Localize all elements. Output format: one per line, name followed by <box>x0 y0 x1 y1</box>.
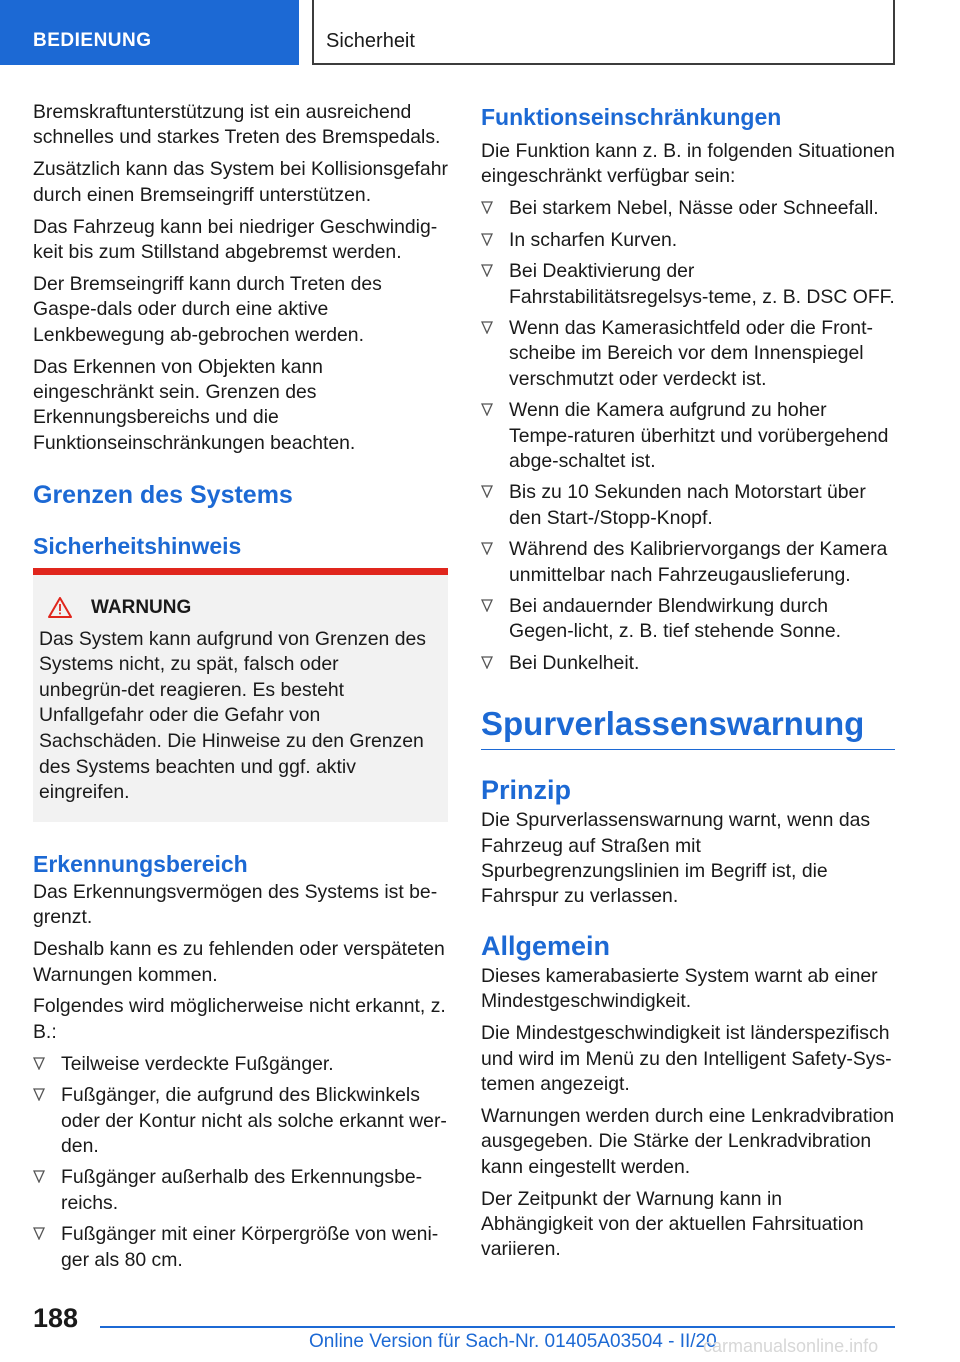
funktion-intro: Die Funktion kann z. B. in folgenden Situationen eingeschränkt verfügbar sein: <box>481 140 895 188</box>
erkennung-list <box>33 1052 448 1273</box>
intro-paragraph: Das Erkennen von Objekten kann eingeschränkt sein. Grenzen des Erkennungsbereichs und die Funktionseinschränkungen beachten. <box>33 355 356 454</box>
heading-grenzen: Grenzen des Systems <box>33 481 293 510</box>
list-item-text: Während des Kalibriervorgangs der Kamera unmittelbar nach Fahrzeugauslieferung. <box>509 538 888 586</box>
triangle-bullet-icon <box>33 1057 45 1070</box>
warning-box <box>33 568 448 822</box>
triangle-bullet-icon <box>33 1088 45 1101</box>
list-item-text: Teilweise verdeckte Fußgänger. <box>61 1052 334 1075</box>
list-item-text: Fußgänger, die aufgrund des Blickwinkels oder der Kontur nicht als solche erkannt wer‐den. <box>61 1084 447 1157</box>
intro-paragraph: Zusätzlich kann das System bei Kollisionsgefahr durch einen Bremseingriff unterstützen. <box>33 158 448 206</box>
list-item-text: Bis zu 10 Sekunden nach Motorstart über den Start-/Stopp-Knopf. <box>509 481 866 529</box>
erkennung-paragraph: Deshalb kann es zu fehlenden oder verspäteten Warnungen kommen. <box>33 938 445 986</box>
warning-label: WARNUNG <box>91 597 192 619</box>
heading-spurverlassenswarnung: Spurverlassenswarnung <box>481 704 895 750</box>
intro-paragraph: Bremskraftunterstützung ist ein ausreichend schnelles und starkes Treten des Bremspedals. <box>33 101 441 149</box>
intro-paragraph: Das Fahrzeug kann bei niedriger Geschwindig‐keit bis zum Stillstand abgebremst werden. <box>33 215 438 264</box>
intro-paragraph: Der Bremseingriff kann durch Treten des Gaspe‐dals oder durch eine aktive Lenkbewegung ab‐gebrochen werden. <box>33 272 382 346</box>
list-item-text: Fußgänger außerhalb des Erkennungsbe‐reichs. <box>61 1166 423 1214</box>
list-item <box>481 228 895 253</box>
allgemein-paragraph: Warnungen werden durch eine Lenkradvibration ausgegeben. Die Stärke der Lenkradvibration kann eingestellt werden. <box>481 1104 895 1178</box>
list-item-text: In scharfen Kurven. <box>509 228 678 251</box>
section-tab: BEDIENUNG <box>0 0 299 65</box>
list-item <box>33 1052 448 1077</box>
allgemein-paragraph: Die Mindestgeschwindigkeit ist länderspezifisch und wird im Menü zu den Intelligent Safety-Sys‐temen angezeigt. <box>481 1022 892 1095</box>
heading-erkennungsbereich: Erkennungsbereich <box>33 850 248 877</box>
list-item-text: Fußgänger mit einer Körpergröße von weni‐ger als 80 cm. <box>61 1223 439 1271</box>
list-item-text: Bei starkem Nebel, Nässe oder Schneefall. <box>509 197 879 220</box>
allgemein-paragraph: Dieses kamerabasierte System warnt ab einer Mindestgeschwindigkeit. <box>481 964 878 1013</box>
watermark: carmanualsonline.info <box>703 1336 879 1356</box>
list-item <box>481 594 895 645</box>
triangle-bullet-icon <box>481 542 493 555</box>
erkennung-paragraph: Das Erkennungsvermögen des Systems ist be‐grenzt. <box>33 880 438 929</box>
triangle-bullet-icon <box>481 656 493 669</box>
triangle-bullet-icon <box>481 201 493 214</box>
triangle-bullet-icon <box>481 403 493 416</box>
list-item-text: Wenn das Kamerasichtfeld oder die Front‐scheibe im Bereich vor dem Innenspiegel verschmutzt oder verdeckt ist. <box>509 316 873 390</box>
triangle-bullet-icon <box>481 599 493 612</box>
heading-sicherheitshinweis: Sicherheitshinweis <box>33 533 242 560</box>
list-item <box>33 1222 448 1273</box>
chapter-title: Sicherheit <box>312 0 895 65</box>
right-column <box>481 100 895 1269</box>
list-item <box>481 316 895 392</box>
triangle-bullet-icon <box>481 233 493 246</box>
heading-allgemein: Allgemein <box>481 930 611 961</box>
heading-prinzip: Prinzip <box>481 775 572 806</box>
footer-divider <box>100 1326 895 1328</box>
list-item <box>481 537 895 588</box>
funktion-list <box>481 196 895 676</box>
triangle-bullet-icon <box>481 485 493 498</box>
list-item <box>33 1083 448 1159</box>
triangle-bullet-icon <box>481 321 493 334</box>
list-item <box>33 1165 448 1216</box>
warning-triangle-icon <box>41 597 91 619</box>
triangle-bullet-icon <box>33 1170 45 1183</box>
allgemein-paragraph: Der Zeitpunkt der Warnung kann in Abhängigkeit von der aktuellen Fahrsituation variieren. <box>481 1187 864 1261</box>
online-version-note: Online Version für Sach-Nr. 01405A03504 - II/20 <box>309 1331 717 1352</box>
list-item-text: Bei andauernder Blendwirkung durch Gegen‐licht, z. B. tief stehende Sonne. <box>509 595 841 643</box>
list-item-text: Bei Deaktivierung der Fahrstabilitätsregelsys‐teme, z. B. DSC OFF. <box>509 260 895 308</box>
list-item-text: Bei Dunkelheit. <box>509 651 640 674</box>
page-number: 188 <box>33 1303 79 1333</box>
erkennung-paragraph: Folgendes wird möglicherweise nicht erkannt, z. B.: <box>33 995 446 1043</box>
warning-header <box>41 595 432 620</box>
list-item <box>481 480 895 531</box>
list-item <box>481 259 895 310</box>
warning-text: Das System kann aufgrund von Grenzen des Systems nicht, zu spät, falsch oder unbegrün‐det reagieren. Es besteht Unfallgefahr oder die Gefahr von Sachschäden. Die Hinweise zu den Grenzen des Systems beachten und ggf. aktiv eingreifen. <box>39 627 426 804</box>
list-item <box>481 398 895 474</box>
left-column <box>33 100 448 1281</box>
triangle-bullet-icon <box>33 1227 45 1240</box>
list-item <box>481 651 895 676</box>
heading-funktionseinschraenkungen: Funktionseinschränkungen <box>481 104 782 130</box>
triangle-bullet-icon <box>481 264 493 277</box>
prinzip-paragraph: Die Spurverlassenswarnung warnt, wenn das Fahrzeug auf Straßen mit Spurbegrenzungslinien im Begriff ist, die Fahrspur zu verlassen. <box>481 809 871 908</box>
list-item <box>481 196 895 221</box>
list-item-text: Wenn die Kamera aufgrund zu hoher Tempe‐raturen überhitzt und vorübergehend abge‐schaltet ist. <box>509 399 889 472</box>
